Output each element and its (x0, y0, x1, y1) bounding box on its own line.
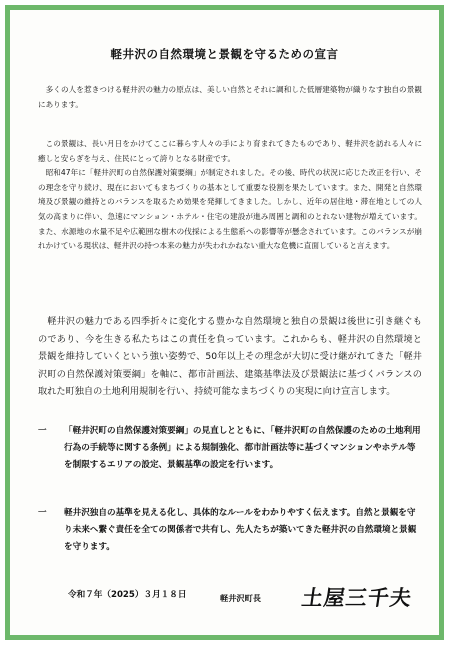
item-dash: 一 (38, 508, 47, 518)
mayor-title: 軽井沢町長 (220, 593, 261, 603)
paragraph-3: 昭和47年に「軽井沢町の自然保護対策要綱」が制定されました。その後、時代の状況に応じた改正を行い、その理念を守り続け、現在においてもまちづくりの基本として重要な役割を果たしています。また、開発と自然環境及び景観の維持とのバランスを取るため効果を発揮してきました。しかし、近年の居住地・滞在地としての人気の高まりに伴い、急速にマンション・ホテル・住宅の建設が進み周囲と調和のとれない建物が増えています。また、水源地の水量不足や広範囲な樹木の伐採による生態系への影響等が懸念されています。このバランスが崩れかけている現状は、軽井沢の持つ本来の魅力が失われかねない重大な危機に直面していると言えます。 (38, 168, 422, 251)
declaration-item-2 (38, 505, 422, 556)
paragraph-1: 多くの人を惹きつける軽井沢の魅力の原点は、美しい自然とそれに調和した低層建築物が織りなす独自の景観にあります。 (38, 85, 422, 109)
item-text: 「軽井沢町の自然保護対策要綱」の見直しとともに、「軽井沢町の自然保護のための土地利用行為の手続等に関する条例」による規制強化、都市計画法等に基づくマンションやホテル等を制限するエリアの設定、景観基準の設定を行います。 (64, 426, 421, 470)
paragraph-2: この景観は、長い月日をかけてここに暮らす人々の手により育まれてきたものであり、軽井沢を訪れる人々に癒しと安らぎを与え、住民にとって誇りとなる財産です。 (38, 139, 422, 163)
declaration-frame (5, 5, 444, 640)
declaration-item-1 (38, 423, 422, 474)
item-text: 軽井沢独自の基準を見える化し、具体的なルールをわかりやすく伝えます。自然と景観を守り未来へ繋ぐ責任を全ての関係者で共有し、先人たちが築いてきた軽井沢の自然環境と景観を守ります。 (64, 508, 417, 552)
declaration-date: 令和７年（2025）３月１８日 (68, 590, 187, 600)
item-dash: 一 (38, 426, 47, 436)
intro-block (38, 83, 422, 112)
mayor-signature: 土屋三千夫 (300, 585, 414, 610)
page-title: 軽井沢の自然環境と景観を守るための宣言 (110, 47, 339, 61)
history-block (38, 137, 422, 254)
paragraph-4: 軽井沢の魅力である四季折々に変化する豊かな自然環境と独自の景観は後世に引き継ぐものであり、今を生きる私たちはこの責任を負っています。これからも、軽井沢の自然環境と景観を維持していくという強い姿勢で、50年以上その理念が大切に受け継がれてきた「軽井沢町の自然保護対策要綱」を軸に、都市計画法、建築基準法及び景観法に基づくバランスの取れた町独自の土地利用規制を行い、持続可能なまちづくりの実現に向け宣言します。 (38, 316, 422, 398)
declaration-block (38, 313, 422, 401)
